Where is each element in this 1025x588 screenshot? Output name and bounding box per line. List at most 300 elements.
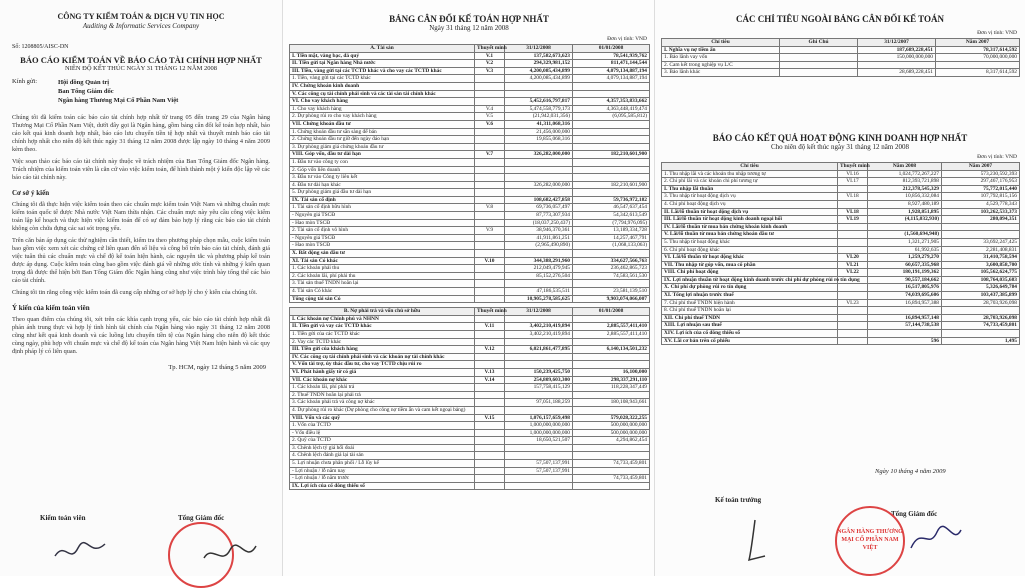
row-note xyxy=(475,174,505,182)
row-value-current: 21,456,000,000 xyxy=(505,128,573,136)
balance-sheet-unit: Đơn vị tính: VND xyxy=(607,36,647,42)
row-note xyxy=(475,444,505,452)
table-row xyxy=(290,422,650,430)
table-row xyxy=(662,216,1020,224)
addressee-label: Kính gửi: xyxy=(12,78,38,85)
row-value-current: 5,452,616,797,817 xyxy=(505,98,573,106)
row-label: I. Tiền mặt, vàng bạc, đá quý xyxy=(290,52,475,60)
row-value-prior: 78,317,614,592 xyxy=(936,46,1020,54)
row-value-current: 57,507,137,991 xyxy=(505,460,573,468)
row-label: 1. Tài sản cố định hữu hình xyxy=(290,204,475,212)
row-note: VI.16 xyxy=(838,170,868,178)
off-balance-unit: Đơn vị tính: VND xyxy=(977,30,1017,36)
row-value-current: 596 xyxy=(868,337,942,345)
row-value-prior xyxy=(573,338,650,346)
row-value-current: 57,144,738,538 xyxy=(868,322,942,330)
row-value-current: 69,736,057,497 xyxy=(505,204,573,212)
row-label: X. Chi phí dự phòng rủi ro tín dụng xyxy=(662,284,838,292)
column-header: Chỉ tiêu xyxy=(662,39,780,47)
table-row xyxy=(290,482,650,490)
table-row xyxy=(290,452,650,460)
row-value-current xyxy=(868,330,942,338)
table-row xyxy=(290,338,650,346)
row-note xyxy=(475,166,505,174)
row-label: 1. Vốn của TCTD xyxy=(290,422,475,430)
table-row xyxy=(290,234,650,242)
column-header: 31/12/2007 xyxy=(858,39,936,47)
row-note xyxy=(475,143,505,151)
row-label: 4. Đầu tư dài hạn khác xyxy=(290,181,475,189)
table-row xyxy=(290,475,650,483)
row-note xyxy=(838,185,868,193)
row-value-current xyxy=(505,315,573,323)
table-row xyxy=(290,120,650,128)
table-row xyxy=(662,322,1020,330)
row-value-prior: 579,028,322,255 xyxy=(573,414,650,422)
row-value-current: (18,037,250,437) xyxy=(505,219,573,227)
column-header: Chỉ tiêu xyxy=(662,162,838,170)
row-value-prior: 13,189,334,728 xyxy=(573,227,650,235)
table-row xyxy=(290,250,650,258)
table-row xyxy=(290,174,650,182)
column-header: Thuyết minh xyxy=(475,308,505,316)
row-note xyxy=(475,330,505,338)
row-note xyxy=(475,181,505,189)
income-subtitle: Cho niên độ kết thúc ngày 31 tháng 12 năm 2008 xyxy=(770,142,910,151)
row-value-prior: 4,294,862,454 xyxy=(573,437,650,445)
table-row xyxy=(290,136,650,144)
row-value-prior xyxy=(573,361,650,369)
row-value-prior: 2,281,408,831 xyxy=(942,246,1020,254)
liabilities-table xyxy=(289,307,650,490)
row-value-prior: 4,079,134,887,194 xyxy=(573,75,650,83)
row-label: 2. Góp vốn liên doanh xyxy=(290,166,475,174)
table-row xyxy=(290,212,650,220)
table-row xyxy=(290,166,650,174)
table-row xyxy=(662,299,1020,307)
table-row xyxy=(662,193,1020,201)
row-note: V.2 xyxy=(475,60,505,68)
table-row xyxy=(290,242,650,250)
row-value-prior: 236,462,865,723 xyxy=(573,265,650,273)
table-row xyxy=(662,330,1020,338)
row-note xyxy=(838,200,868,208)
chief-accountant-label: Kế toán trưởng xyxy=(715,496,762,504)
row-value-current: 90,557,184,662 xyxy=(868,276,942,284)
row-note xyxy=(475,295,505,303)
row-label: VIII. Chi phí hoạt động xyxy=(662,269,838,277)
row-value-current: 8,927,480,189 xyxy=(868,200,942,208)
row-note: VI.20 xyxy=(838,254,868,262)
row-label: 1. Các khoản phải thu xyxy=(290,265,475,273)
row-label: IX. Lợi nhuận thuần từ hoạt động kinh doanh trước chi phí dự phòng rủi ro tín dụng xyxy=(662,276,838,284)
row-label: 1. Bảo lãnh vay vốn xyxy=(662,54,780,62)
table-row xyxy=(290,353,650,361)
row-value-prior: 4,079,134,887,194 xyxy=(573,67,650,75)
row-note xyxy=(475,315,505,323)
table-row xyxy=(662,54,1020,62)
row-value-prior: 6,140,134,501,232 xyxy=(573,346,650,354)
row-value-prior xyxy=(573,406,650,414)
table-row xyxy=(290,323,650,331)
row-label: 2. Vay các TCTD khác xyxy=(290,338,475,346)
table-row xyxy=(290,361,650,369)
accountant-signature xyxy=(735,516,775,566)
addressee-bank: Ngân hàng Thương Mại Cổ Phần Nam Việt xyxy=(58,97,179,104)
auditor-signature xyxy=(50,536,110,566)
row-label: 4. Chênh lệch đánh giá lại tài sản xyxy=(290,452,475,460)
row-label: I. Thu nhập lãi thuần xyxy=(662,185,838,193)
row-label: 2. Cam kết trong nghiệp vụ L/C xyxy=(662,61,780,69)
row-label: 1. Tiền, vàng gửi tại các TCTD khác xyxy=(290,75,475,83)
paragraph-standards: Chúng tôi đã thực hiện việc kiểm toán theo các chuẩn mực kiểm toán Việt Nam và những chuẩn mực kiểm toán quốc tế được Nhà nước Việt Nam thừa nhận. Các chuẩn mực này yêu cầu công việc kiểm toán lập kế hoạch và thực hiện việc kiểm toán để có sự đảm bảo hợp lý rằng các báo cáo tài chính không còn chứa đựng các sai sót trọng yếu. xyxy=(12,201,270,232)
row-value-prior xyxy=(573,166,650,174)
row-note: VI.23 xyxy=(838,299,868,307)
table-row xyxy=(290,204,650,212)
row-note xyxy=(475,361,505,369)
row-value-prior xyxy=(573,444,650,452)
row-label: X. Bất động sản đầu tư xyxy=(290,250,475,258)
column-header: Thuyết minh xyxy=(475,45,505,53)
row-note xyxy=(838,337,868,345)
row-value-current xyxy=(505,166,573,174)
income-title: BÁO CÁO KẾT QUẢ HOẠT ĐỘNG KINH DOANH HỢP NHẤT xyxy=(712,132,968,143)
row-value-current xyxy=(505,280,573,288)
balance-sheet-column xyxy=(282,0,655,576)
row-value-prior xyxy=(573,158,650,166)
audit-place-date: Tp. HCM, ngày 12 tháng 5 năm 2009 xyxy=(168,364,266,371)
row-value-current xyxy=(858,61,936,69)
auditor-company-name: CÔNG TY KIỂM TOÁN & DỊCH VỤ TIN HỌC xyxy=(57,12,225,21)
table-row xyxy=(290,280,650,288)
balance-sheet-title: BẢNG CÂN ĐỐI KẾ TOÁN HỢP NHẤT xyxy=(389,14,549,24)
row-note xyxy=(838,231,868,239)
row-value-current: 1,000,000,000,000 xyxy=(505,429,573,437)
row-value-prior xyxy=(573,189,650,197)
row-label: 2. Chi phí lãi và các khoản chi phí tương tự xyxy=(662,178,838,186)
table-row xyxy=(290,82,650,90)
row-note xyxy=(780,61,858,69)
row-value-current xyxy=(505,391,573,399)
row-value-prior: 74,733,459,801 xyxy=(573,475,650,483)
table-row xyxy=(290,181,650,189)
row-value-current: (2,965,490,890) xyxy=(505,242,573,250)
row-note xyxy=(838,284,868,292)
row-value-prior: 54,342,613,549 xyxy=(573,212,650,220)
row-value-current: 1,000,000,000,000 xyxy=(505,422,573,430)
row-value-prior: 108,764,035,683 xyxy=(942,276,1020,284)
row-label: 2. Chứng khoán đầu tư giữ đến ngày đáo hạn xyxy=(290,136,475,144)
opinion-heading: Ý kiến của kiểm toán viên xyxy=(12,304,90,312)
row-value-prior: 4,357,353,833,662 xyxy=(573,98,650,106)
table-row xyxy=(290,429,650,437)
row-value-prior xyxy=(573,90,650,98)
table-row xyxy=(662,254,1020,262)
row-label: 4. Tài sản Có khác xyxy=(290,288,475,296)
table-row xyxy=(290,265,650,273)
row-label: I. Nghĩa vụ nợ tiềm ẩn xyxy=(662,46,780,54)
column-header: Thuyết minh xyxy=(838,162,868,170)
row-value-prior: 2,885,557,411,410 xyxy=(573,330,650,338)
row-value-prior: 500,000,000,000 xyxy=(573,429,650,437)
table-row xyxy=(290,406,650,414)
row-value-prior xyxy=(573,136,650,144)
row-value-current: 10,856,332,084 xyxy=(868,193,942,201)
row-value-prior: 811,471,144,544 xyxy=(573,60,650,68)
row-label: IV. Chứng khoán kinh doanh xyxy=(290,82,475,90)
table-row xyxy=(662,337,1020,345)
row-label: XII. Chi phí thuế TNDN xyxy=(662,314,838,322)
table-row xyxy=(290,105,650,113)
row-note: V.4 xyxy=(475,105,505,113)
table-row xyxy=(662,46,1020,54)
column-header: Năm 2007 xyxy=(936,39,1020,47)
table-row xyxy=(290,288,650,296)
row-label: VI. Cho vay khách hàng xyxy=(290,98,475,106)
row-value-prior xyxy=(573,482,650,490)
row-label: XV. Lãi cơ bản trên cổ phiếu xyxy=(662,337,838,345)
row-value-current xyxy=(505,452,573,460)
row-label: 1. Đầu tư vào công ty con xyxy=(290,158,475,166)
row-value-prior xyxy=(573,452,650,460)
row-note xyxy=(838,246,868,254)
row-value-prior: 33,692,247,425 xyxy=(942,238,1020,246)
row-value-current: 3,402,210,419,894 xyxy=(505,330,573,338)
row-value-current xyxy=(505,189,573,197)
row-label: 5. Lợi nhuận chưa phân phối / Lỗ lũy kế xyxy=(290,460,475,468)
row-value-prior: 78,541,939,762 xyxy=(573,52,650,60)
row-label: 5. Dự phòng giảm giá đầu tư dài hạn xyxy=(290,189,475,197)
row-value-current: (4,115,032,930) xyxy=(868,216,942,224)
row-value-current xyxy=(868,307,942,315)
row-note xyxy=(475,128,505,136)
row-label: II. Tiền gửi và vay các TCTD khác xyxy=(290,323,475,331)
table-row xyxy=(290,437,650,445)
row-note xyxy=(475,475,505,483)
row-label: 3. Chênh lệch tỷ giá hối đoái xyxy=(290,444,475,452)
income-date: Ngày 10 tháng 4 năm 2009 xyxy=(875,468,946,475)
row-note xyxy=(838,314,868,322)
row-label: - Hao mòn TSCĐ xyxy=(290,219,475,227)
bank-stamp xyxy=(835,506,905,576)
row-note xyxy=(475,158,505,166)
row-value-prior: 334,627,566,763 xyxy=(573,257,650,265)
row-value-current xyxy=(505,482,573,490)
table-row xyxy=(290,346,650,354)
row-value-prior: 74,733,459,801 xyxy=(942,322,1020,330)
row-note: VI.17 xyxy=(838,178,868,186)
row-value-prior: 2,885,557,411,410 xyxy=(573,323,650,331)
row-label: 1. Thu nhập lãi và các khoản thu nhập tương tự xyxy=(662,170,838,178)
row-label: 1. Cho vay khách hàng xyxy=(290,105,475,113)
row-label: 4. Dự phòng rủi ro khác (Dự phòng cho công nợ tiềm ẩn và cam kết ngoại bảng) xyxy=(290,406,475,414)
row-value-prior: 297,467,176,953 xyxy=(942,178,1020,186)
row-label: 3. Tài sản thuế TNDN hoãn lại xyxy=(290,280,475,288)
table-row xyxy=(662,238,1020,246)
row-note: V.13 xyxy=(475,368,505,376)
row-value-prior xyxy=(573,120,650,128)
row-value-current xyxy=(868,223,942,231)
row-label: - Hao mòn TSCĐ xyxy=(290,242,475,250)
row-label: I. Các khoản nợ Chính phủ và NHNN xyxy=(290,315,475,323)
table-row xyxy=(290,143,650,151)
row-value-prior: 1,495 xyxy=(942,337,1020,345)
row-label: - Vốn điều lệ xyxy=(290,429,475,437)
column-header: 01/01/2008 xyxy=(573,308,650,316)
row-note xyxy=(475,452,505,460)
row-value-prior xyxy=(942,330,1020,338)
table-row xyxy=(290,414,650,422)
row-value-current: 16,517,805,976 xyxy=(868,284,942,292)
row-label: IX. Lợi ích của cổ đông thiểu số xyxy=(290,482,475,490)
row-value-prior xyxy=(942,223,1020,231)
income-unit: Đơn vị tính: VND xyxy=(977,153,1017,160)
addressee-management: Ban Tổng Giám đốc xyxy=(58,88,114,95)
row-value-current: 294,329,981,152 xyxy=(505,60,573,68)
table-row xyxy=(290,391,650,399)
row-value-current: 344,388,291,960 xyxy=(505,257,573,265)
director-signature-2 xyxy=(905,520,965,560)
row-note: V.7 xyxy=(475,151,505,159)
table-row xyxy=(662,246,1020,254)
row-note: VI.21 xyxy=(838,261,868,269)
row-value-current: 180,191,199,362 xyxy=(868,269,942,277)
row-label: - Lợi nhuận / lỗ năm nay xyxy=(290,467,475,475)
row-value-prior: 16,100,000 xyxy=(573,368,650,376)
column-header: 31/12/2008 xyxy=(505,308,573,316)
row-label: III. Tiền, vàng gửi tại các TCTD khác và cho vay các TCTD khác xyxy=(290,67,475,75)
table-row xyxy=(290,444,650,452)
row-value-current: 60,657,335,968 xyxy=(868,261,942,269)
row-value-current: 4,200,085,434,899 xyxy=(505,75,573,83)
table-row xyxy=(662,178,1020,186)
table-row xyxy=(290,158,650,166)
row-value-prior xyxy=(942,307,1020,315)
row-value-prior: 46,547,637,454 xyxy=(573,204,650,212)
row-note xyxy=(475,422,505,430)
row-value-current: 1,321,271,905 xyxy=(868,238,942,246)
column-header: 31/12/2008 xyxy=(505,45,573,53)
table-row xyxy=(290,52,650,60)
row-value-prior xyxy=(936,61,1020,69)
row-value-prior xyxy=(573,82,650,90)
row-label: III. Lãi/lỗ thuần từ hoạt động kinh doanh ngoại hối xyxy=(662,216,838,224)
row-value-current xyxy=(505,250,573,258)
row-label: II. Tiền gửi tại Ngân hàng Nhà nước xyxy=(290,60,475,68)
addressees xyxy=(0,78,282,110)
row-value-current: 254,809,603,300 xyxy=(505,376,573,384)
row-label: VI. Phát hành giấy tờ có giá xyxy=(290,368,475,376)
row-note xyxy=(475,75,505,83)
row-note xyxy=(475,353,505,361)
table-row xyxy=(290,227,650,235)
table-row xyxy=(662,200,1020,208)
row-note xyxy=(838,223,868,231)
report-reference: Số: 1208805/AISC-DN xyxy=(12,44,69,50)
row-label: II. Lãi/lỗ thuần từ hoạt động dịch vụ xyxy=(662,208,838,216)
row-label: VII. Chứng khoán đầu tư xyxy=(290,120,475,128)
table-row xyxy=(290,75,650,83)
row-value-prior: 182,210,601,900 xyxy=(573,151,650,159)
table-row xyxy=(290,399,650,407)
row-label: 7. Chi phí thuế TNDN hiện hành xyxy=(662,299,838,307)
row-value-current: 18,650,521,507 xyxy=(505,437,573,445)
addressee-board: Hội đồng Quản trị xyxy=(58,79,110,86)
row-label: 4. Chi phí hoạt động dịch vụ xyxy=(662,200,838,208)
row-label: VII. Thu nhập từ góp vốn, mua cổ phần xyxy=(662,261,838,269)
row-value-current: 150,239,425,750 xyxy=(505,368,573,376)
row-note xyxy=(475,406,505,414)
row-label: 6. Chi phí hoạt động khác xyxy=(662,246,838,254)
row-value-prior: 298,337,291,110 xyxy=(573,376,650,384)
row-note xyxy=(475,272,505,280)
column-header: Năm 2008 xyxy=(868,162,942,170)
row-value-current: 108,682,427,858 xyxy=(505,196,573,204)
row-label: 1. Chứng khoán đầu tư sẵn sàng để bán xyxy=(290,128,475,136)
row-label: 1. Các khoản lãi, phí phải trả xyxy=(290,384,475,392)
row-note: VI.19 xyxy=(838,216,868,224)
row-value-prior: 4,529,778,343 xyxy=(942,200,1020,208)
row-value-current: 150,000,000,000 xyxy=(858,54,936,62)
row-note xyxy=(475,384,505,392)
table-row xyxy=(290,315,650,323)
table-row xyxy=(662,231,1020,239)
row-label: - Nguyên giá TSCĐ xyxy=(290,234,475,242)
row-label: V. Vốn tài trợ, ủy thác đầu tư, cho vay TCTD chịu rủi ro xyxy=(290,361,475,369)
row-value-current: 74,039,695,606 xyxy=(868,292,942,300)
off-balance-table xyxy=(661,38,1020,77)
row-value-prior: 23,581,139,510 xyxy=(573,288,650,296)
row-note: V.12 xyxy=(475,346,505,354)
row-value-prior xyxy=(573,467,650,475)
row-label: 3. Bảo lãnh khác xyxy=(662,69,780,77)
table-row xyxy=(290,257,650,265)
row-note xyxy=(475,90,505,98)
column-header: B. Nợ phải trả và vốn chủ sở hữu xyxy=(290,308,475,316)
income-statement-column xyxy=(654,0,1025,576)
stamp-text: NGÂN HÀNG THƯƠNG MẠI CỔ PHẦN NAM VIỆT xyxy=(837,529,903,551)
row-value-prior: 28,703,926,098 xyxy=(942,314,1020,322)
row-note: VI.22 xyxy=(838,269,868,277)
row-value-prior xyxy=(573,174,650,182)
table-row xyxy=(662,61,1020,69)
row-value-current xyxy=(505,406,573,414)
paragraph-procedures: Trên căn bản áp dụng các thử nghiệm cần thiết, kiểm tra theo phương pháp chọn mẫu, cuộc kiểm toán bao gồm việc xem xét các chứng cứ liên quan đến số liệu và công bố trên báo cáo tài chính, đánh giá việc tuân thủ các chuẩn mực và chế độ kế toán hiện hành, các nguyên tắc và phương pháp kế toán được áp dụng. Cuộc kiểm toán cũng bao gồm việc đánh giá về những ước tính và những ý kiến quan trọng đã được thể hiện bởi Ban Tổng Giám đốc Ngân hàng cũng như việc trình bày tổng thể các báo cáo tài chính. xyxy=(12,237,270,284)
row-label: 3. Thu nhập từ hoạt động dịch vụ xyxy=(662,193,838,201)
row-value-current: 212,049,479,945 xyxy=(505,265,573,273)
row-note xyxy=(475,429,505,437)
audit-report-column xyxy=(0,0,282,576)
row-value-current xyxy=(505,444,573,452)
row-note xyxy=(475,212,505,220)
row-value-prior: 103,262,533,373 xyxy=(942,208,1020,216)
row-note xyxy=(838,330,868,338)
row-note xyxy=(780,69,858,77)
table-row xyxy=(662,307,1020,315)
row-label: 1. Tiền gửi của các TCTD khác xyxy=(290,330,475,338)
paragraph-basis: Chúng tôi tin rằng công việc kiểm toán đã cung cấp những cơ sở hợp lý cho ý kiến của chúng tôi. xyxy=(12,289,258,296)
row-label: V. Lãi/lỗ thuần từ mua bán chứng khoán đầu tư xyxy=(662,231,838,239)
row-note xyxy=(838,292,868,300)
row-value-current xyxy=(505,361,573,369)
row-value-current: 16,894,957,148 xyxy=(868,314,942,322)
row-note xyxy=(475,82,505,90)
row-note xyxy=(475,482,505,490)
row-note xyxy=(475,196,505,204)
table-row xyxy=(290,376,650,384)
row-value-current: 19,855,068,316 xyxy=(505,136,573,144)
row-label: IV. Lãi/lỗ thuần từ mua bán chứng khoán kinh doanh xyxy=(662,223,838,231)
